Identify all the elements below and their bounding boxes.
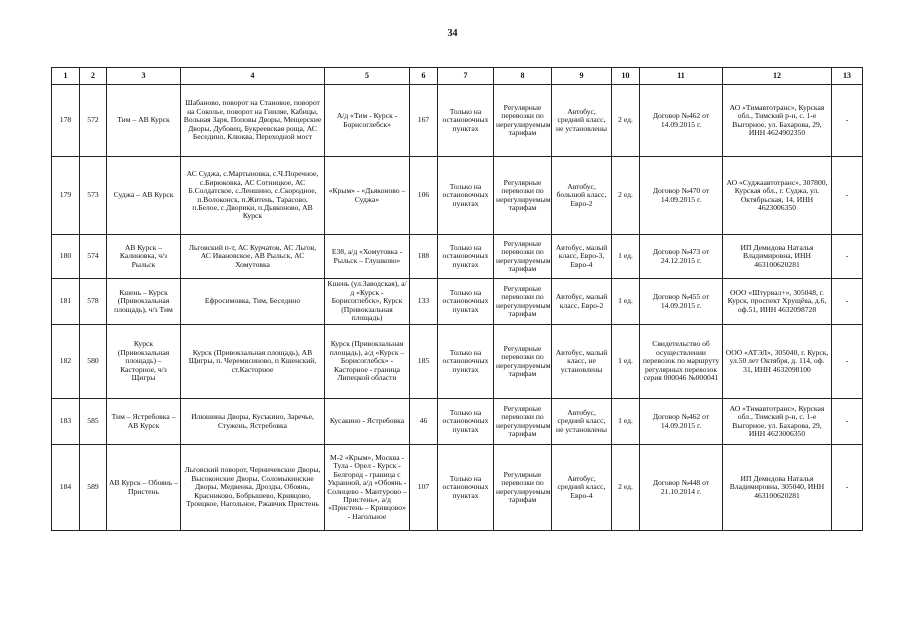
header-cell: 10: [612, 68, 640, 85]
streets-cell: А/д «Тим - Курск - Борисоглебск»: [325, 85, 410, 157]
table-row: [52, 445, 863, 531]
transport-type-cell: Регулярные перевозки по нерегулируемым тарифам: [494, 399, 552, 445]
carrier-cell: АО «Тимавтотранс», Курская обл., Тимский р-н, с. 1-е Выгорное, ул. Бахарова, 29, ИНН 4623006350: [723, 399, 832, 445]
header-cell: 12: [723, 68, 832, 85]
row-number-cell: 181: [52, 279, 80, 325]
row-number-cell: 179: [52, 157, 80, 235]
stops-cell: АС Суджа, с.Мартыновка, с.Ч.Поречное, с.Бирюковка, АС Сотницкое, АС Б.Солдатское, с.Леншино, с.Скородное, п.Волоконск, п.Житень, Тарасово, п.Белое, с.Дворики, п.Дьяконово, АВ Курск: [181, 157, 325, 235]
reg-number-cell: 589: [80, 445, 107, 531]
note-cell: -: [832, 279, 863, 325]
stop-order-cell: Только на остановочных пунктах: [438, 399, 494, 445]
stop-order-cell: Только на остановочных пунктах: [438, 235, 494, 279]
table-row: [52, 157, 863, 235]
transport-type-cell: Регулярные перевозки по нерегулируемым тарифам: [494, 279, 552, 325]
stop-order-cell: Только на остановочных пунктах: [438, 445, 494, 531]
document-cell: Договор №462 от 14.09.2015 г.: [640, 85, 723, 157]
header-cell: 5: [325, 68, 410, 85]
length-cell: 133: [410, 279, 438, 325]
vehicles-cell: Автобус, малый класс, Евро-3, Евро-4: [552, 235, 612, 279]
streets-cell: «Крым» - «Дьяконово – Суджа»: [325, 157, 410, 235]
streets-cell: Кшень (ул.Заводская), а/д «Курск - Борисоглебск», Курск (Привокзальная площадь): [325, 279, 410, 325]
vehicles-cell: Автобус, малый класс, не установлены: [552, 325, 612, 399]
table-row: [52, 325, 863, 399]
header-cell: 13: [832, 68, 863, 85]
streets-cell: Курск (Привокзальная площадь), а/д «Курск – Борисоглебск» - Касторное - граница Липецкой области: [325, 325, 410, 399]
carrier-cell: ИП Демидова Наталья Владимировна, ИНН 463100620281: [723, 235, 832, 279]
length-cell: 107: [410, 445, 438, 531]
header-cell: 8: [494, 68, 552, 85]
route-name-cell: Суджа – АВ Курск: [107, 157, 181, 235]
stop-order-cell: Только на остановочных пунктах: [438, 157, 494, 235]
stops-cell: Курск (Привокзальная площадь), АВ Щигры, п. Черемисиново, п Кшенский, ст.Касторное: [181, 325, 325, 399]
route-registry-table: [51, 67, 863, 531]
length-cell: 46: [410, 399, 438, 445]
header-cell: 1: [52, 68, 80, 85]
stops-cell: Илюшины Дворы, Кусъкино, Заречье, Стужень, Ястребовка: [181, 399, 325, 445]
document-cell: Договор №448 от 21.10.2014 г.: [640, 445, 723, 531]
stop-order-cell: Только на остановочных пунктах: [438, 85, 494, 157]
note-cell: -: [832, 325, 863, 399]
header-cell: 7: [438, 68, 494, 85]
reg-number-cell: 572: [80, 85, 107, 157]
reg-number-cell: 578: [80, 279, 107, 325]
carrier-cell: ООО «АТЭЛ», 305040, г. Курск, ул.50 лет Октября, д. 114, оф. 31, ИНН 4632098100: [723, 325, 832, 399]
vehicles-cell: Автобус, средний класс, Евро-4: [552, 445, 612, 531]
transport-type-cell: Регулярные перевозки по нерегулируемым тарифам: [494, 85, 552, 157]
note-cell: -: [832, 445, 863, 531]
streets-cell: М-2 «Крым», Москва - Тула - Орел - Курск - Белгород - граница с Украиной, а/д «Обоянь - Солнцево - Мантурово – Пристень», а/д «Пристень – Кривцово» - Нагольное: [325, 445, 410, 531]
route-name-cell: АВ Курск – Калиновка, ч/з Рыльск: [107, 235, 181, 279]
vehicle-count-cell: 1 ед.: [612, 325, 640, 399]
vehicle-count-cell: 2 ед.: [612, 445, 640, 531]
row-number-cell: 183: [52, 399, 80, 445]
vehicles-cell: Автобус, малый класс, Евро-2: [552, 279, 612, 325]
streets-cell: Е38, а/д «Хомутовка - Рыльск – Глушково»: [325, 235, 410, 279]
note-cell: -: [832, 157, 863, 235]
header-row: [52, 68, 863, 85]
vehicles-cell: Автобус, средний класс, не установлены: [552, 399, 612, 445]
table-row: [52, 85, 863, 157]
note-cell: -: [832, 85, 863, 157]
note-cell: -: [832, 235, 863, 279]
route-name-cell: Тим – АВ Курск: [107, 85, 181, 157]
document-cell: Свидетельство об осуществлении перевозок по маршруту регулярных перевозок серия 000046 №000041: [640, 325, 723, 399]
carrier-cell: АО «Суджаавтотранс», 307800, Курская обл., г. Суджа, ул. Октябрьская, 14, ИНН 4623006350: [723, 157, 832, 235]
vehicles-cell: Автобус, большой класс, Евро-2: [552, 157, 612, 235]
header-cell: 11: [640, 68, 723, 85]
carrier-cell: ИП Демидова Наталья Владимировна, 305040, ИНН 463100620281: [723, 445, 832, 531]
document-cell: Договор №455 от 14.09.2015 г.: [640, 279, 723, 325]
vehicle-count-cell: 1 ед.: [612, 279, 640, 325]
route-name-cell: АВ Курск – Обоянь – Пристень: [107, 445, 181, 531]
streets-cell: Кусакино - Ястребовка: [325, 399, 410, 445]
reg-number-cell: 573: [80, 157, 107, 235]
length-cell: 185: [410, 325, 438, 399]
stops-cell: Льговский п-т, АС Курчатов, АС Льгов, АС Ивановское, АВ Рыльск, АС Хомутовка: [181, 235, 325, 279]
carrier-cell: АО «Тимавтотранс», Курская обл., Тимский р-н, с. 1-е Выгорное, ул. Бахарова, 29, ИНН 4624902350: [723, 85, 832, 157]
row-number-cell: 178: [52, 85, 80, 157]
reg-number-cell: 580: [80, 325, 107, 399]
stops-cell: Льговский поворот, Черничевские Дворы, Высоконские Дворы, Соломыкинские Дворы, Медвенка, Дрозды, Обоянь, Красниково, Бобрышево, Кривцово, Троицкое, Нагольное, Ржавчик Пристень: [181, 445, 325, 531]
table-row: [52, 399, 863, 445]
transport-type-cell: Регулярные перевозки по нерегулируемым тарифам: [494, 325, 552, 399]
header-cell: 6: [410, 68, 438, 85]
row-number-cell: 184: [52, 445, 80, 531]
route-name-cell: Кшень – Курск (Привокзальная площадь), ч/з Тим: [107, 279, 181, 325]
table-row: [52, 279, 863, 325]
note-cell: -: [832, 399, 863, 445]
row-number-cell: 182: [52, 325, 80, 399]
vehicle-count-cell: 2 ед.: [612, 85, 640, 157]
transport-type-cell: Регулярные перевозки по нерегулируемым тарифам: [494, 157, 552, 235]
vehicle-count-cell: 2 ед.: [612, 157, 640, 235]
stops-cell: Шабаново, поворот на Становое, поворот на Соколье, поворот на Гниляе, Кабицы, Вольная Заря, Поповы Дворы, Мещерские Дворы, Дубовец, Букреевская роща, АС Беседино, Клюква, Переходной мост: [181, 85, 325, 157]
page-number: 34: [447, 28, 458, 39]
length-cell: 188: [410, 235, 438, 279]
carrier-cell: ООО «Штурвал+», 305048, г. Курск, проспект Хрущёва, д.6, оф.51, ИНН 4632098728: [723, 279, 832, 325]
length-cell: 106: [410, 157, 438, 235]
route-name-cell: Курск (Привокзальная площадь) – Касторное, ч/з Щигры: [107, 325, 181, 399]
header-cell: 4: [181, 68, 325, 85]
row-number-cell: 180: [52, 235, 80, 279]
header-cell: 3: [107, 68, 181, 85]
length-cell: 167: [410, 85, 438, 157]
stop-order-cell: Только на остановочных пунктах: [438, 325, 494, 399]
header-cell: 2: [80, 68, 107, 85]
vehicle-count-cell: 1 ед.: [612, 235, 640, 279]
document-cell: Договор №473 от 24.12.2015 г.: [640, 235, 723, 279]
vehicles-cell: Автобус, средний класс, не установлены: [552, 85, 612, 157]
transport-type-cell: Регулярные перевозки по нерегулируемым тарифам: [494, 445, 552, 531]
transport-type-cell: Регулярные перевозки по нерегулируемым тарифам: [494, 235, 552, 279]
stop-order-cell: Только на остановочных пунктах: [438, 279, 494, 325]
document-cell: Договор №470 от 14.09.2015 г.: [640, 157, 723, 235]
route-name-cell: Тим – Ястребовка – АВ Курск: [107, 399, 181, 445]
document-cell: Договор №462 от 14.09.2015 г.: [640, 399, 723, 445]
stops-cell: Ефросимовка, Тим, Беседино: [181, 279, 325, 325]
reg-number-cell: 574: [80, 235, 107, 279]
vehicle-count-cell: 1 ед.: [612, 399, 640, 445]
reg-number-cell: 585: [80, 399, 107, 445]
table-row: [52, 235, 863, 279]
header-cell: 9: [552, 68, 612, 85]
